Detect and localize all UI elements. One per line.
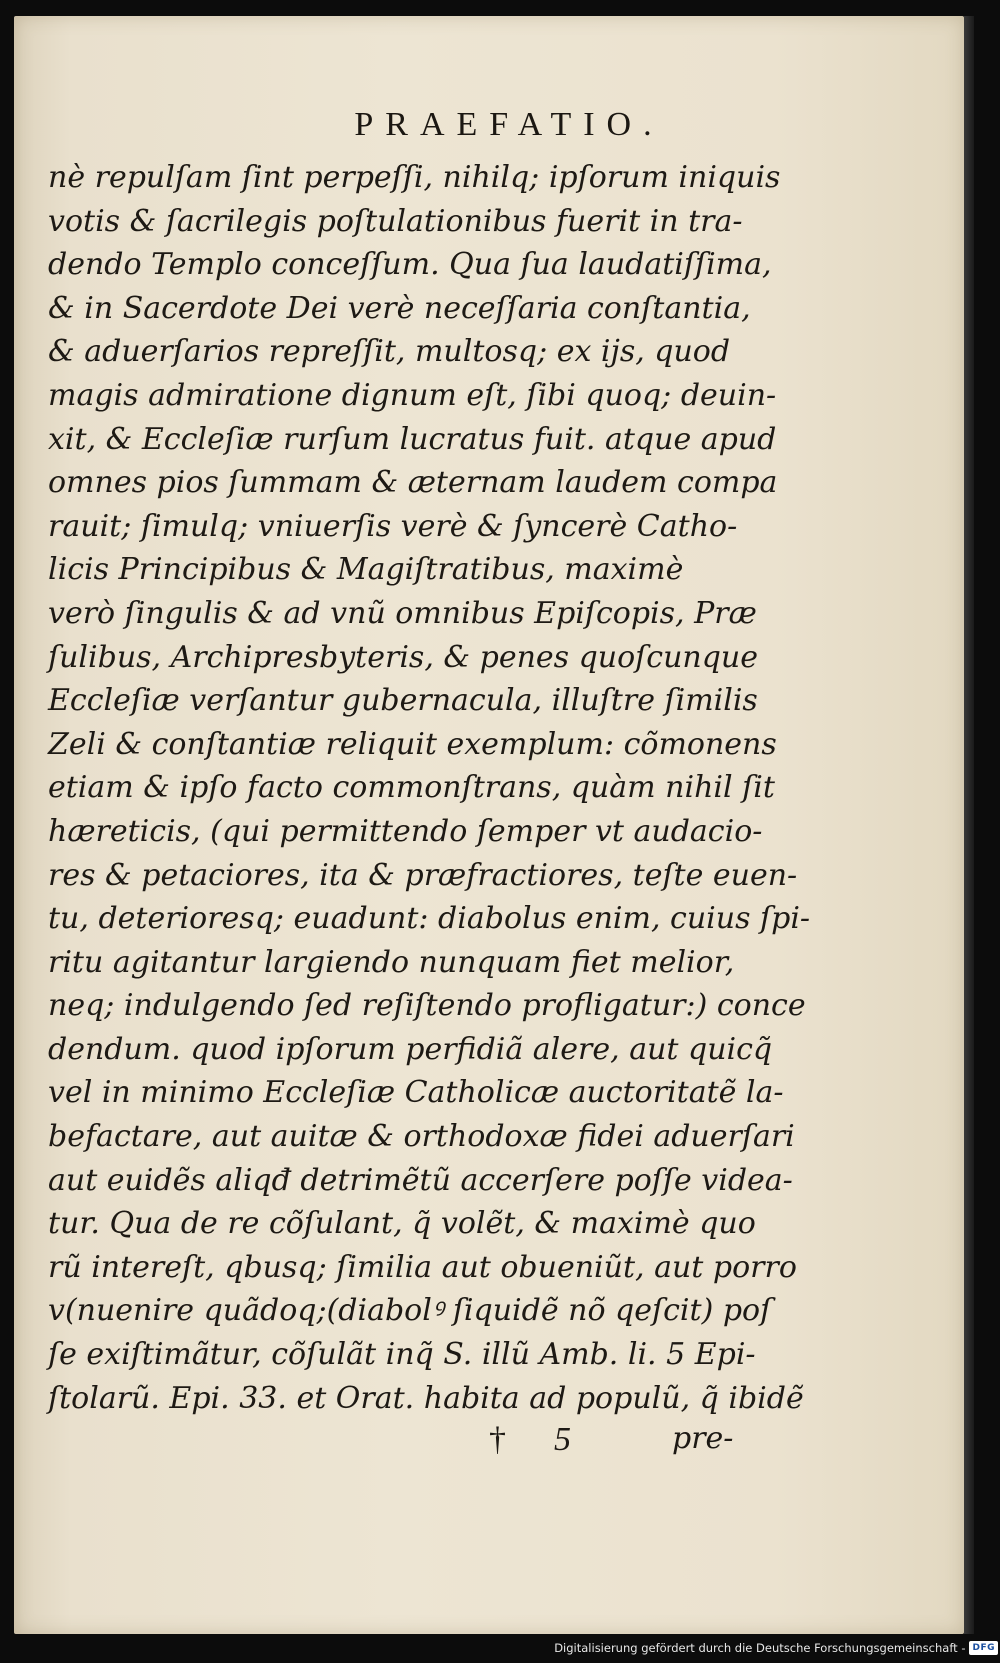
text-line: Zeli & conſtantiæ reliquit exemplum: cõmonens — [48, 726, 777, 762]
text-line: neq; indulgendo ſed reſiſtendo profligatur:) conce — [48, 988, 806, 1024]
footer-credit: Digitalisierung gefördert durch die Deutsche Forschungsgemeinschaft - — [554, 1641, 966, 1655]
text-line: licis Principibus & Magiſtratibus, maximè — [48, 552, 684, 588]
text-line: ſe exiſtimãtur, cõſulãt inq̃ S. illũ Amb. li. 5 Epi- — [48, 1337, 756, 1373]
text-line: tur. Qua de re cõſulant, q̃ volẽt, & maximè quo — [48, 1206, 756, 1242]
digitization-footer — [554, 1637, 1000, 1659]
dfg-logo-icon: DFG — [969, 1641, 998, 1655]
signature-number: 5 — [554, 1421, 571, 1458]
page-edge — [964, 16, 974, 1634]
text-line: rauit; ſimulq; vniuerſis verè & ſyncerè Catho- — [48, 508, 738, 544]
text-line: ſulibus, Archipresbyteris, & penes quoſcunque — [48, 639, 759, 675]
text-line: dendo Templo conceſſum. Qua ſua laudatiſſima, — [48, 247, 772, 283]
text-line: ritu agitantur largiendo nunquam fiet melior, — [48, 944, 735, 980]
text-line: xit, & Eccleſiæ rurſum lucratus fuit. atque apud — [48, 421, 777, 457]
text-line: res & petaciores, ita & præfractiores, teſte euen- — [48, 857, 798, 893]
text-line: rũ intereſt, qbusq; ſimilia aut obueniũt, aut porro — [48, 1249, 797, 1285]
text-line: etiam & ipſo facto commonſtrans, quàm nihil ſit — [48, 770, 775, 806]
text-line: befactare, aut auitæ & orthodoxæ fidei aduerſari — [48, 1119, 795, 1155]
text-line: & aduerſarios repreſſit, multosq; ex ijs, quod — [48, 334, 731, 370]
text-line: vel in minimo Eccleſiæ Catholicæ auctoritatẽ la- — [48, 1075, 784, 1111]
text-line: votis & ſacrilegis poſtulationibus fuerit in tra- — [48, 203, 743, 239]
text-line: nè repulſam ſint perpeſſi, nihilq; ipſorum iniquis — [48, 160, 781, 195]
text-line: aut euidẽs aliqđ detrimẽtũ accerſere poſſe videa- — [48, 1162, 793, 1198]
text-line: dendum. quod ipſorum perfidiã alere, aut quicq̃ — [48, 1031, 773, 1067]
body-text — [48, 156, 811, 1420]
text-line: Eccleſiæ verſantur gubernacula, illuſtre ſimilis — [48, 683, 758, 719]
catchword: pre- — [672, 1421, 734, 1456]
running-head: PRAEFATIO. — [354, 106, 664, 143]
text-line: tu, deterioresq; euadunt: diabolus enim, cuius ſpi- — [48, 901, 811, 937]
text-line: omnes pios ſummam & æternam laudem compa — [48, 465, 778, 501]
text-line: verò ſingulis & ad vnũ omnibus Epiſcopis, Præ — [48, 595, 757, 631]
text-line: ſtolarũ. Epi. 33. et Orat. habita ad populũ, q̃ ibidẽ — [48, 1380, 804, 1416]
text-line: magis admiratione dignum eſt, ſibi quoq; deuin- — [48, 377, 777, 413]
text-line: v(nuenire quãdoq;(diabolꝰ ſiquidẽ nõ qeſcit) poſ — [48, 1293, 772, 1329]
text-line: hæreticis, (qui permittendo ſemper vt audacio- — [48, 813, 763, 849]
book-page — [14, 16, 964, 1634]
text-line: & in Sacerdote Dei verè neceſſaria conſtantia, — [48, 290, 751, 326]
signature-mark: † — [489, 1421, 506, 1458]
